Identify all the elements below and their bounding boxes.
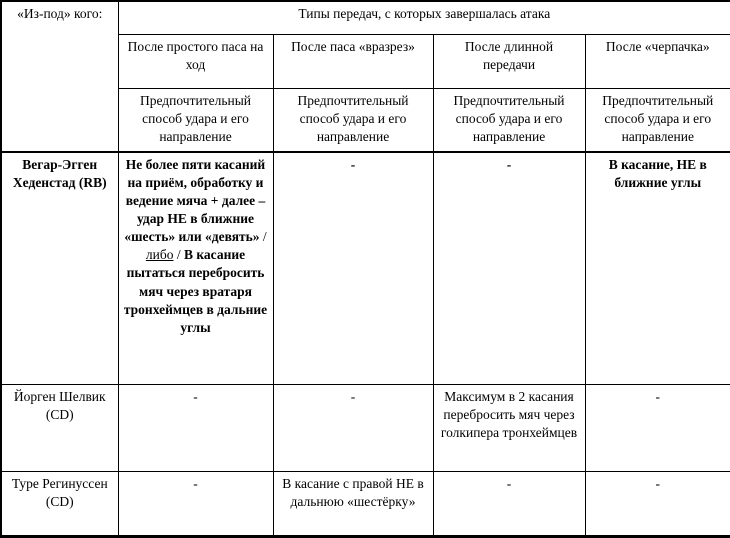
tactic-cell: Не более пяти касаний на приём, обработку и ведение мяча + далее – удар НЕ в ближние «шесть» или «девять» / либо / В касание пытаться перебросить мяч через вратаря тронхеймцев в дальние углы (118, 152, 273, 384)
tactic-cell: - (273, 152, 433, 384)
tactic-cell: - (433, 152, 585, 384)
method-header-2: Предпочтительный способ удара и его направление (273, 88, 433, 152)
tactic-cell: В касание, НЕ в ближние углы (585, 152, 730, 384)
method-header-3: Предпочтительный способ удара и его направление (433, 88, 585, 152)
pass-type-header-3: После длинной передачи (433, 34, 585, 88)
table-row (1, 152, 730, 384)
tactic-cell: - (118, 471, 273, 536)
tactic-cell: Максимум в 2 касания перебросить мяч через голкипера тронхеймцев (433, 384, 585, 471)
tactic-cell: - (585, 384, 730, 471)
span-header-cell: Типы передач, с которых завершалась атака (118, 1, 730, 34)
method-header-4: Предпочтительный способ удара и его направление (585, 88, 730, 152)
tactic-cell: В касание с правой НЕ в дальнюю «шестёрку» (273, 471, 433, 536)
tactic-cell: - (273, 384, 433, 471)
tactic-cell: - (118, 384, 273, 471)
pass-type-header-4: После «черпачка» (585, 34, 730, 88)
player-name: Вегар-Эгген Хеденстад (RB) (1, 152, 118, 384)
table-row (1, 384, 730, 471)
pass-type-header-1: После простого паса на ход (118, 34, 273, 88)
player-name: Туре Регинуссен (CD) (1, 471, 118, 536)
table-row (1, 471, 730, 536)
method-header-1: Предпочтительный способ удара и его направление (118, 88, 273, 152)
tactic-cell: - (433, 471, 585, 536)
player-name: Йорген Шелвик (CD) (1, 384, 118, 471)
pass-type-header-2: После паса «вразрез» (273, 34, 433, 88)
tactic-cell: - (585, 471, 730, 536)
corner-header-cell: «Из-под» кого: (1, 1, 118, 152)
